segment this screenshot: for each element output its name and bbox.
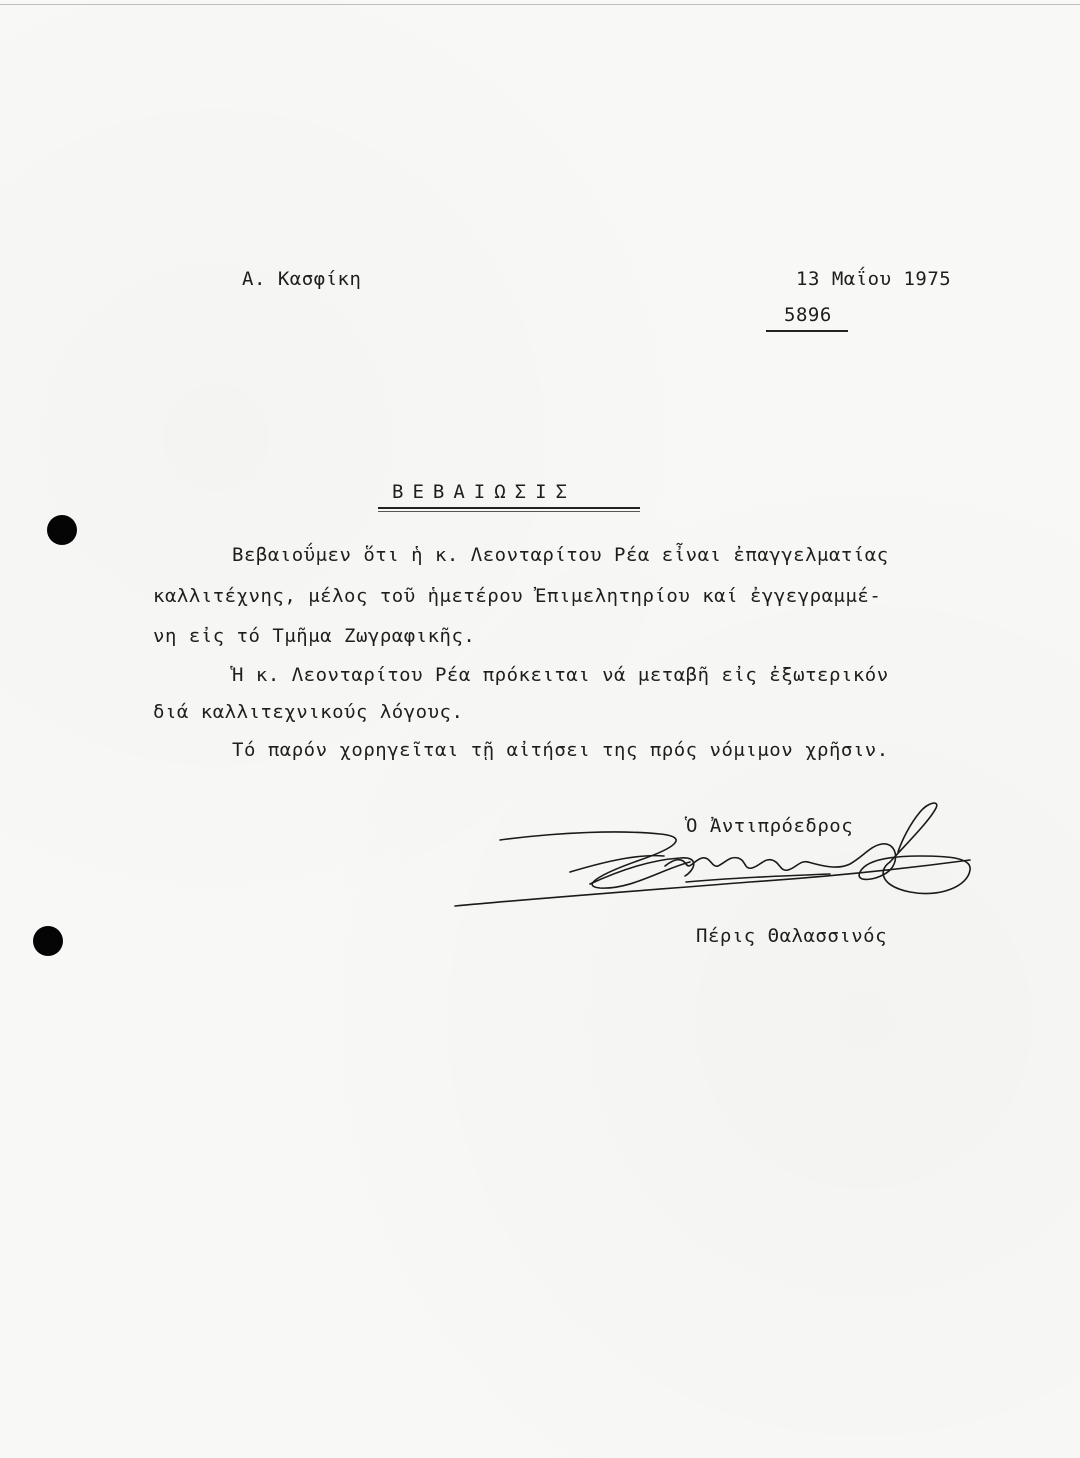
reference-number: 5896 [784,304,832,326]
title-underline-secondary [378,511,640,512]
body-line-6: Τό παρόν χορηγεῖται τῇ αἰτήσει της πρός νόμιμον χρῆσιν. [232,739,889,761]
scan-edge [0,4,1080,5]
body-line-1: Βεβαιοΰμεν ὅτι ἡ κ. Λεονταρίτου Ρέα εἶναι ἐπαγγελματίας [232,544,889,566]
signatory-name: Πέρις Θαλασσινός [696,925,888,947]
letter-date: 13 Μαΐου 1975 [796,268,952,290]
document-title: ΒΕΒΑΙΩΣΙΣ [392,481,576,503]
body-line-3: νη εἰς τό Τμῆμα Ζωγραφικῆς. [153,625,476,647]
sender-name: Α. Κασφίκη [242,268,362,290]
reference-underline [766,330,848,332]
punch-hole-bottom [33,926,63,956]
body-line-5: διά καλλιτεχνικούς λόγους. [153,701,464,723]
signatory-title: Ὁ Ἀντιπρόεδρος [686,815,854,837]
handwritten-signature [450,800,990,920]
body-line-4: Ἡ κ. Λεονταρίτου Ρέα πρόκειται νά μεταβῆ εἰς ἐξωτερικόν [232,664,889,686]
title-underline [378,507,640,509]
body-line-2: καλλιτέχνης, μέλος τοῦ ἡμετέρου Ἐπιμελητηρίου καί ἐγγεγραμμέ- [153,585,882,607]
punch-hole-top [47,515,77,545]
